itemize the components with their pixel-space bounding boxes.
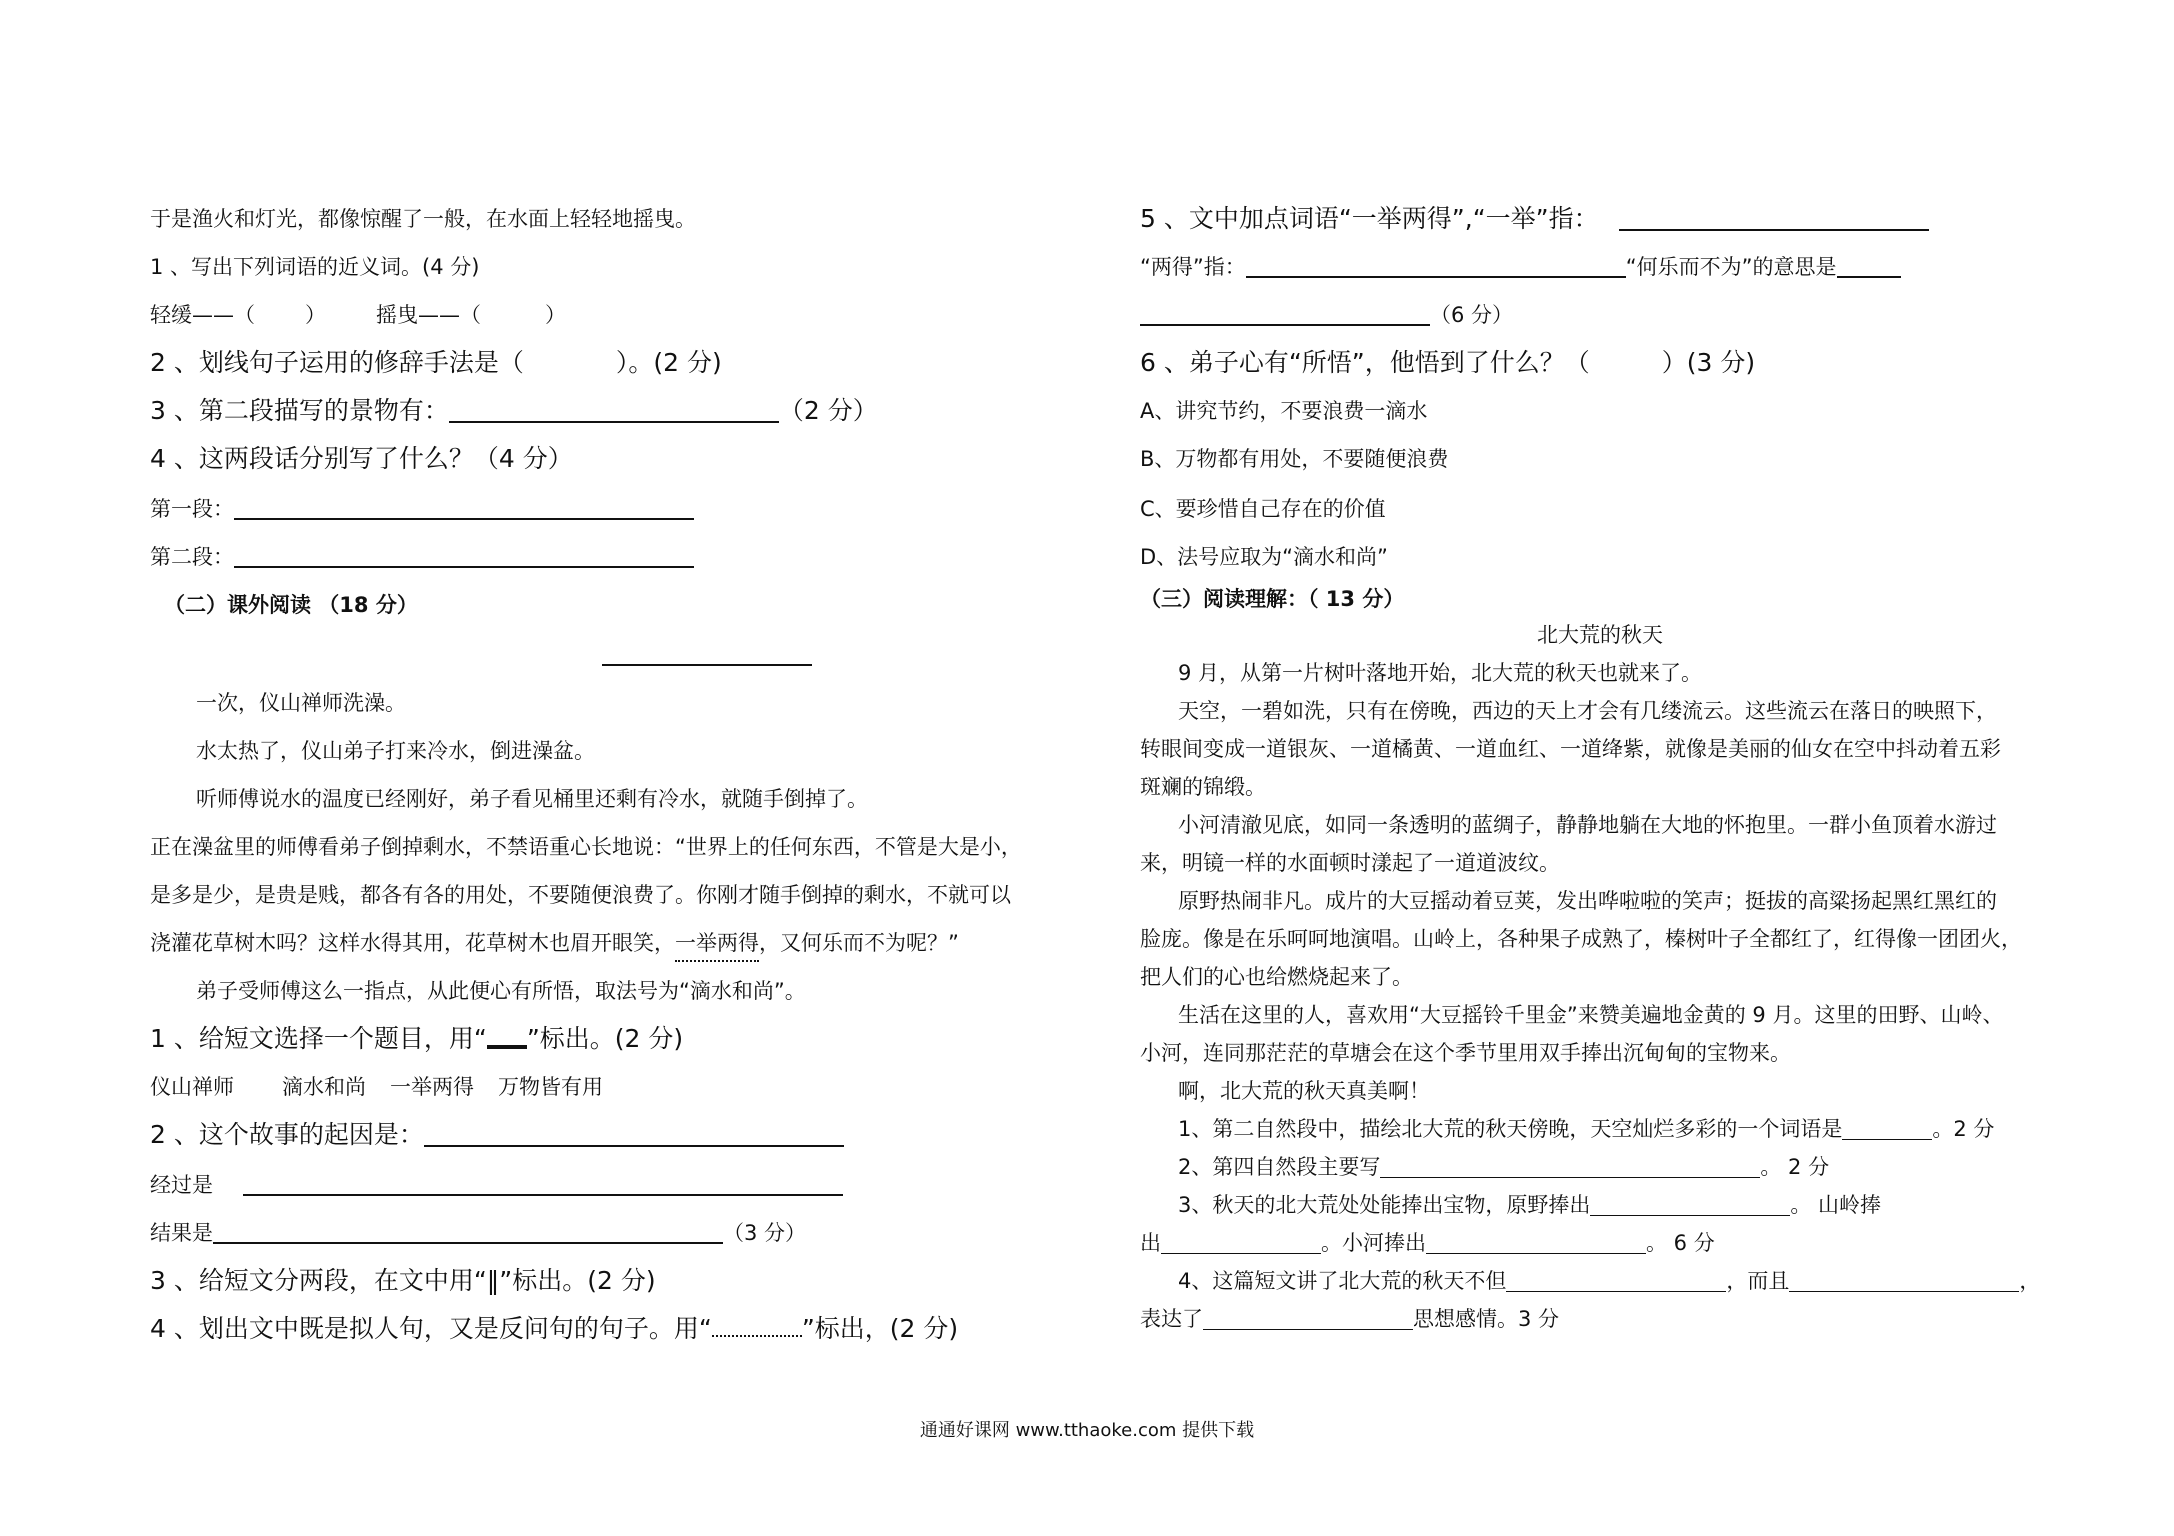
story-text: ，又何乐而不为呢？” <box>759 931 959 955</box>
question-score: 。 2 分 <box>1760 1155 1830 1179</box>
story-line: 一次，仪山禅师洗澡。 <box>196 691 406 715</box>
question-4-mark <box>150 1314 958 1344</box>
question-text: ， <box>2019 1269 2041 1293</box>
story-line: 听师傅说水的温度已经刚好，弟子看见桶里还剩有冷水，就随手倒掉了。 <box>196 787 868 811</box>
question-text: “两得”指： <box>1140 255 1246 279</box>
answer-blank[interactable] <box>1161 1231 1321 1254</box>
article-line: 9 月，从第一片树叶落地开始，北大荒的秋天也就来了。 <box>1178 661 1703 685</box>
answer-blank[interactable] <box>213 1220 723 1244</box>
paragraph-1-answer <box>150 494 694 524</box>
answer-blank[interactable] <box>1590 1193 1790 1216</box>
answer-blank[interactable] <box>1246 254 1626 278</box>
question-score: ）(3 分) <box>1661 348 1756 377</box>
title-option[interactable]: 滴水和尚 <box>282 1075 366 1099</box>
question-score: ”标出。(2 分) <box>526 1024 684 1053</box>
paragraph-1-label: 第一段： <box>150 497 234 521</box>
question-score: （6 分） <box>1430 303 1514 327</box>
question-6-insight <box>1140 348 1755 378</box>
question-text: “何乐而不为”的意思是 <box>1625 255 1837 279</box>
article-line: 生活在这里的人，喜欢用“大豆摇铃千里金”来赞美遍地金黄的 9 月。这里的田野、山岭、 <box>1178 1003 2004 1027</box>
synonym-1-close: ） <box>305 303 326 327</box>
title-option[interactable]: 万物皆有用 <box>498 1075 603 1099</box>
thick-underline-mark <box>487 1031 527 1049</box>
question-text: 2 、这个故事的起因是： <box>150 1120 424 1149</box>
answer-blank[interactable] <box>1203 1307 1413 1330</box>
title-option[interactable]: 仪山禅师 <box>150 1075 234 1099</box>
article-line: 原野热闹非凡。成片的大豆摇动着豆荚，发出哗啦啦的笑声；挺拔的高粱扬起黑红黑红的 <box>1178 889 1997 913</box>
answer-blank[interactable] <box>1619 207 1929 231</box>
question-2-score: ）。(2 分) <box>615 348 722 377</box>
story-line <box>150 928 959 958</box>
question-2-text: 2 、划线句子运用的修辞手法是（ <box>150 348 524 377</box>
answer-blank[interactable] <box>1140 302 1430 326</box>
question-text: 1、第二自然段中，描绘北大荒的秋天傍晚，天空灿烂多彩的一个词语是 <box>1178 1117 1843 1141</box>
answer-blank[interactable] <box>1789 1269 2019 1292</box>
reading-question-1 <box>1178 1114 1994 1144</box>
answer-blank[interactable] <box>449 399 779 423</box>
reading-question-3 <box>1178 1190 1881 1220</box>
question-text: 。 山岭捧 <box>1790 1193 1882 1217</box>
section-3-heading: （三）阅读理解：（ 13 分） <box>1140 587 1405 611</box>
question-score: 。 6 分 <box>1646 1231 1715 1255</box>
article-line: 转眼间变成一道银灰、一道橘黄、一道血红、一道绛紫，就像是美丽的仙女在空中抖动着五彩 <box>1140 737 2001 761</box>
question-text: 3、秋天的北大荒处处能捧出宝物，原野捧出 <box>1178 1193 1591 1217</box>
reading-question-4 <box>1178 1266 2040 1296</box>
question-3-score: （2 分） <box>778 396 878 425</box>
section-2-heading: （二）课外阅读 （18 分） <box>164 593 418 617</box>
title-option[interactable]: 一举两得 <box>390 1075 474 1099</box>
answer-blank[interactable] <box>234 496 694 520</box>
answer-blank[interactable] <box>1380 1155 1760 1178</box>
question-text: 2、第四自然段主要写 <box>1178 1155 1381 1179</box>
paragraph-2-answer <box>150 542 694 572</box>
story-text: 浇灌花草树木吗？这样水得其用，花草树木也眉开眼笑， <box>150 931 675 955</box>
story-line: 是多是少，是贵是贱，都各有各的用处，不要随便浪费了。你刚才随手倒掉的剩水，不就可以 <box>150 883 1011 907</box>
answer-blank[interactable] <box>1426 1231 1646 1254</box>
reading-question-4-cont <box>1140 1304 1559 1334</box>
reading-question-3-cont <box>1140 1228 1715 1258</box>
paragraph-2-label: 第二段： <box>150 545 234 569</box>
question-score: 思想感情。3 分 <box>1413 1307 1560 1331</box>
question-score: （3 分） <box>723 1221 807 1245</box>
option-c[interactable]: C、要珍惜自己存在的价值 <box>1140 497 1386 521</box>
article-line: 啊，北大荒的秋天真美啊！ <box>1178 1079 1430 1103</box>
question-4-paragraphs: 4 、这两段话分别写了什么？（4 分） <box>150 444 573 473</box>
question-3-scenery <box>150 396 878 426</box>
question-text: 4 、划出文中既是拟人句，又是反问句的句子。用“ <box>150 1314 712 1343</box>
article-line: 把人们的心也给燃烧起来了。 <box>1140 965 1413 989</box>
option-d[interactable]: D、法号应取为“滴水和尚” <box>1140 545 1388 569</box>
question-text: ，而且 <box>1726 1269 1790 1293</box>
question-text: 5 、文中加点词语“一举两得”,“一举”指： <box>1140 204 1599 233</box>
question-text: 出 <box>1140 1231 1161 1255</box>
question-5-line-2 <box>1140 252 1901 282</box>
synonym-2-label: 摇曳——（ <box>376 303 481 327</box>
wavy-underline-mark <box>712 1321 802 1337</box>
article-title: 北大荒的秋天 <box>1537 623 1663 647</box>
article-line: 天空，一碧如洗，只有在傍晚，西边的天上才会有几缕流云。这些流云在落日的映照下， <box>1178 699 1997 723</box>
question-text: 1 、给短文选择一个题目，用“ <box>150 1024 487 1053</box>
story-line: 正在澡盆里的师傅看弟子倒掉剩水，不禁语重心长地说：“世界上的任何东西，不管是大是小， <box>150 835 1022 859</box>
passage-end-line: 于是渔火和灯光，都像惊醒了一般，在水面上轻轻地摇曳。 <box>150 207 696 231</box>
question-score: 。2 分 <box>1932 1117 1995 1141</box>
question-1-title <box>150 1024 683 1054</box>
dotted-phrase: 一举两得 <box>675 928 759 962</box>
reading-question-2 <box>1178 1152 1829 1182</box>
answer-blank[interactable] <box>1506 1269 1726 1292</box>
question-5-line-3 <box>1140 300 1513 330</box>
title-options <box>150 1072 603 1102</box>
answer-blank[interactable] <box>234 544 694 568</box>
synonym-answer-line <box>150 300 566 330</box>
question-2-rhetoric <box>150 348 722 378</box>
answer-blank[interactable] <box>243 1172 843 1196</box>
question-text: 6 、弟子心有“所悟”，他悟到了什么？（ <box>1140 348 1590 377</box>
question-1-synonyms: 1 、写出下列词语的近义词。(4 分) <box>150 255 480 279</box>
question-score: ”标出，(2 分) <box>801 1314 959 1343</box>
option-a[interactable]: A、讲究节约，不要浪费一滴水 <box>1140 399 1428 423</box>
question-3-text: 3 、第二段描写的景物有： <box>150 396 449 425</box>
article-line: 斑斓的锦缎。 <box>1140 775 1266 799</box>
title-blank[interactable] <box>602 642 812 666</box>
question-5-phrase <box>1140 204 1929 234</box>
article-line: 小河，连同那茫茫的草塘会在这个季节里用双手捧出沉甸甸的宝物来。 <box>1140 1041 1791 1065</box>
question-text: 。小河捧出 <box>1321 1231 1426 1255</box>
result-label: 结果是 <box>150 1221 213 1245</box>
answer-blank[interactable] <box>1837 254 1901 278</box>
result-answer <box>150 1218 806 1248</box>
process-label: 经过是 <box>150 1173 213 1197</box>
story-line: 弟子受师傅这么一指点，从此便心有所悟，取法号为“滴水和尚”。 <box>196 979 806 1003</box>
article-line: 小河清澈见底，如同一条透明的蓝绸子，静静地躺在大地的怀抱里。一群小鱼顶着水游过 <box>1178 813 1997 837</box>
article-line: 脸庞。像是在乐呵呵地演唱。山岭上，各种果子成熟了，榛树叶子全都红了，红得像一团团火， <box>1140 927 2022 951</box>
option-b[interactable]: B、万物都有用处，不要随便浪费 <box>1140 447 1449 471</box>
article-line: 来，明镜一样的水面顿时漾起了一道道波纹。 <box>1140 851 1560 875</box>
answer-blank[interactable] <box>424 1123 844 1147</box>
process-answer <box>150 1170 843 1200</box>
synonym-2-close: ） <box>545 303 566 327</box>
question-2-cause <box>150 1120 844 1150</box>
question-text: 4、这篇短文讲了北大荒的秋天不但 <box>1178 1269 1507 1293</box>
page-footer: 通通好课网 www.tthaoke.com 提供下载 <box>919 1420 1255 1441</box>
synonym-1-label: 轻缓——（ <box>150 303 255 327</box>
answer-blank[interactable] <box>1842 1117 1932 1140</box>
question-3-split: 3 、给短文分两段，在文中用“‖”标出。(2 分) <box>150 1266 656 1295</box>
story-line: 水太热了，仪山弟子打来冷水，倒进澡盆。 <box>196 739 595 763</box>
question-text: 表达了 <box>1140 1307 1203 1331</box>
